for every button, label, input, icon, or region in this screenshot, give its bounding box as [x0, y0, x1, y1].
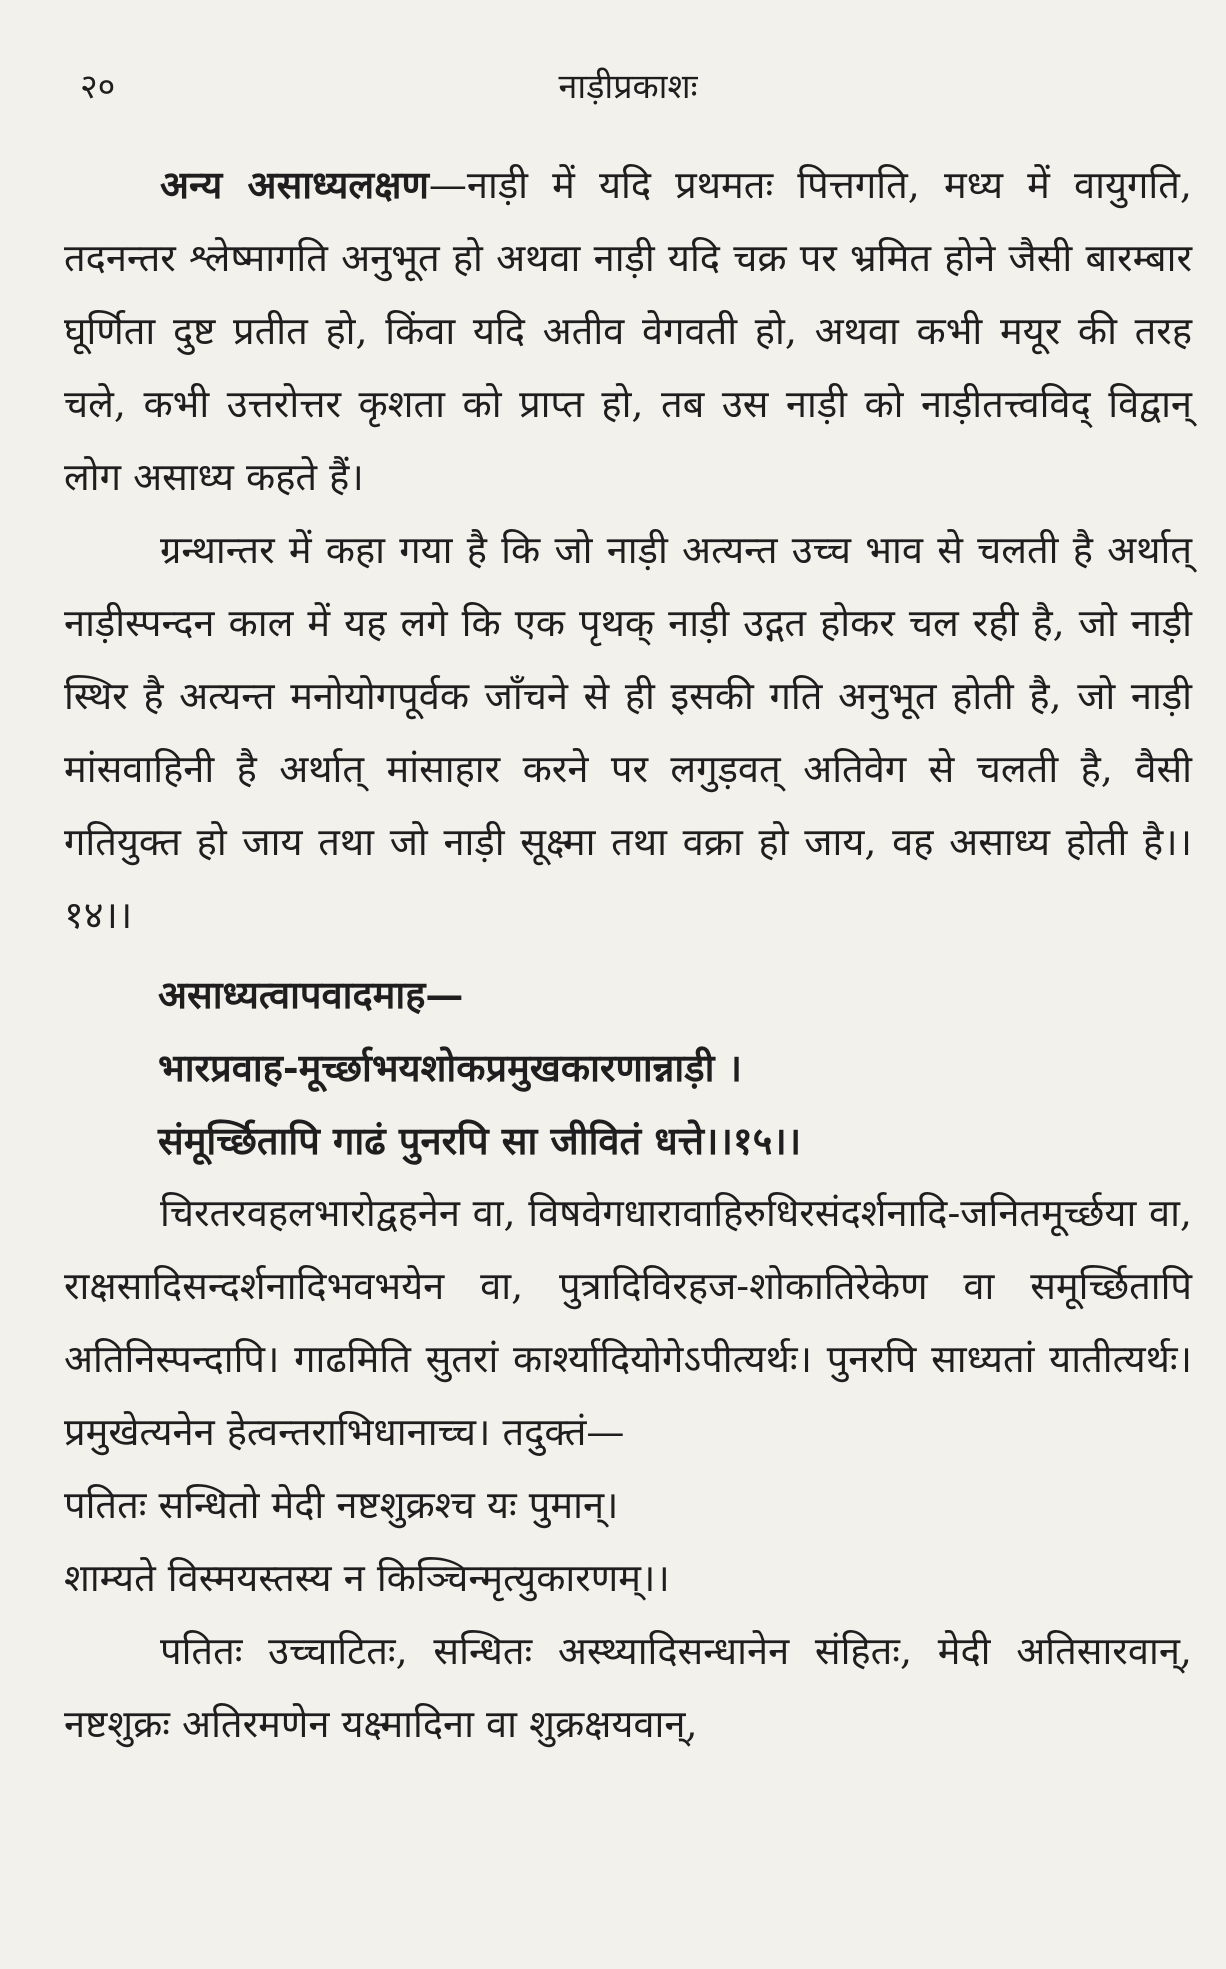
paragraph-1-heading: अन्य असाध्यलक्षण [160, 162, 429, 207]
verse-line-2: संमूर्च्छितापि गाढं पुनरपि सा जीवितं धत्ते।।१५।। [158, 1118, 802, 1163]
page-body [64, 148, 1192, 1761]
page-number: २० [80, 67, 116, 107]
paragraph-2: ग्रन्थान्तर में कहा गया है कि जो नाड़ी अत्यन्त उच्च भाव से चलती है अर्थात् नाड़ीस्पन्दन काल में यह लगे कि एक पृथक् नाड़ी उद्गत होकर चल रही है, जो नाड़ी स्थिर है अत्यन्त मनोयोगपूर्वक जाँचने से ही इसकी गति अनुभूत होती है, जो नाड़ी मांसवाहिनी है अर्थात् मांसाहार करने पर लगुड़वत् अतिवेग से चलती है, वैसी गतियुक्त हो जाय तथा जो नाड़ी सूक्ष्मा तथा वक्रा हो जाय, वह असाध्य होती है।।१४।। [64, 528, 1192, 937]
section-heading: असाध्यत्वापवादमाह— [158, 972, 464, 1017]
page-header [64, 62, 1192, 112]
paragraph-4: पतितः उच्चाटितः, सन्धितः अस्थ्यादिसन्धानेन संहितः, मेदी अतिसारवान्, नष्टशुक्रः अतिरमणेन यक्ष्मादिना वा शुक्रक्षयवान्, [64, 1629, 1192, 1746]
paragraph-3: चिरतरवहलभारोद्वहनेन वा, विषवेगधारावाहिरुधिरसंदर्शनादि-जनितमूर्च्छया वा, राक्षसादिसन्दर्शनादिभवभयेन वा, पुत्रादिविरहज-शोकातिरेकेण वा समूर्च्छितापि अतिनिस्पन्दापि। गाढमिति सुतरां कार्श्यादियोगेऽपीत्यर्थः। पुनरपि साध्यतां यातीत्यर्थः। प्रमुखेत्यनेन हेत्वन्तराभिधानाच्च। तदुक्तं— [64, 1191, 1192, 1454]
quote-line-1: पतितः सन्धितो मेदी नष्टशुक्रश्च यः पुमान्। [64, 1483, 619, 1527]
running-title: नाड़ीप्रकाशः [558, 67, 698, 107]
quote-line-2: शाम्यते विस्मयस्तस्य न किञ्चिन्मृत्युकारणम्।। [64, 1556, 670, 1600]
verse-line-1: भारप्रवाह-मूर्च्छाभयशोकप्रमुखकारणान्नाड़ी । [158, 1045, 743, 1090]
paragraph-1-text: —नाड़ी में यदि प्रथमतः पित्तगति, मध्य में वायुगति, तदनन्तर श्लेष्मागति अनुभूत हो अथवा नाड़ी यदि चक्र पर भ्रमित होने जैसी बारम्बार घूर्णिता दुष्ट प्रतीत हो, किंवा यदि अतीव वेगवती हो, अथवा कभी मयूर की तरह चले, कभी उत्तरोत्तर कृशता को प्राप्त हो, तब उस नाड़ी को नाड़ीतत्त्वविद् विद्वान् लोग असाध्य कहते हैं। [64, 163, 1192, 499]
paragraph-1 [64, 148, 1192, 514]
